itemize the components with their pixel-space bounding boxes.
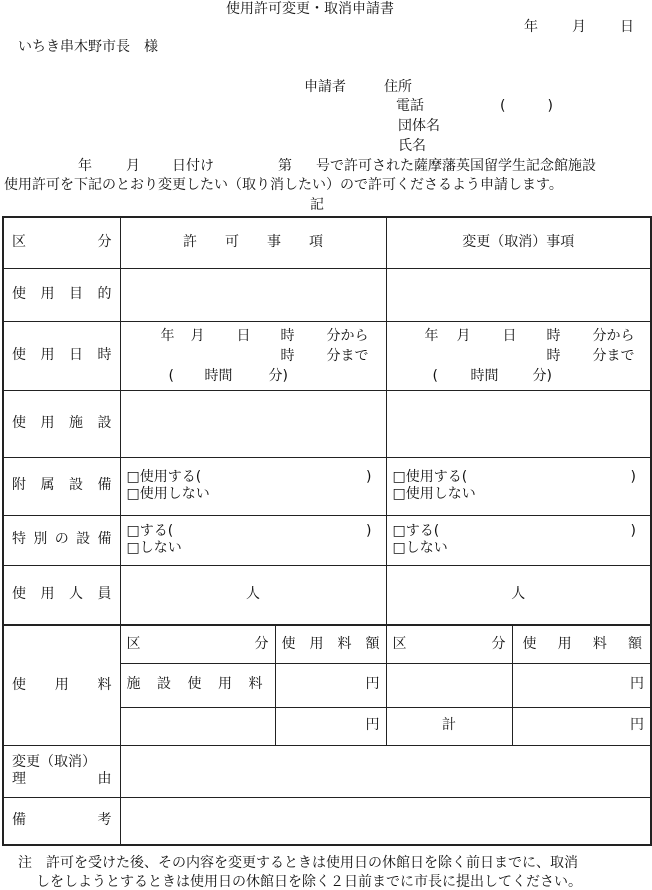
special-changed-cell[interactable]: □する( ) □しない: [386, 515, 651, 565]
fee-blank-amount[interactable]: 円: [275, 707, 386, 745]
fee-extra-category[interactable]: [386, 663, 512, 707]
permit-date: 日付け: [172, 158, 214, 174]
permit-month: 月: [126, 158, 140, 174]
permit-number-prefix: 第: [278, 158, 292, 174]
datetime-changed-cell[interactable]: 年 月 日 時 分から 時 分まで ( 時間 分): [386, 321, 651, 390]
fee-facility-amount[interactable]: 円: [275, 663, 386, 707]
reason-cell[interactable]: [120, 745, 651, 797]
fee-total-amount[interactable]: 円: [512, 707, 651, 745]
addressee: いちき串木野市長 様: [18, 39, 158, 55]
note-line-2: しをしようとするときは使用日の休館日を除く２日前までに市長に提出してください。: [36, 874, 582, 890]
application-form-table: [2, 216, 652, 846]
special-not-checkbox[interactable]: □しない: [392, 540, 448, 556]
applicant-name-label: 氏名: [398, 138, 426, 154]
row-purpose-label: 使 用 目 的: [3, 268, 120, 321]
row-datetime-label: 使 用 日 時: [3, 321, 120, 390]
equipment-changed-cell[interactable]: □使用する( ) □使用しない: [386, 457, 651, 515]
row-reason-label: 変更（取消） 理 由: [3, 745, 120, 797]
applicant-address-label: 住所: [384, 79, 412, 95]
fee-amount-header: 使 用 料 額: [275, 625, 386, 663]
header-changed-cell: 変更（取消）事項: [386, 217, 651, 268]
fee-blank-category[interactable]: [120, 707, 275, 745]
special-not-checkbox[interactable]: □しない: [126, 540, 182, 556]
applicant-group-label: 団体名: [398, 118, 440, 134]
applicant-label: 申請者: [304, 79, 346, 95]
applicant-phone-paren: ( ): [500, 98, 553, 114]
remarks-cell[interactable]: [120, 797, 651, 845]
row-facility-label: 使 用 施 設: [3, 390, 120, 457]
fee-amount-header-2: 使 用 料 額: [512, 625, 651, 663]
datetime-permitted-cell[interactable]: 年 月 日 時 分から 時 分まで ( 時間 分): [120, 321, 386, 390]
applicant-phone-label: 電話: [396, 98, 424, 114]
people-permitted-cell[interactable]: 人: [120, 565, 386, 625]
purpose-changed-cell[interactable]: [386, 268, 651, 321]
fee-total-label: 計: [386, 707, 512, 745]
facility-changed-cell[interactable]: [386, 390, 651, 457]
fee-facility-label: 施 設 使 用 料: [120, 663, 275, 707]
purpose-permitted-cell[interactable]: [120, 268, 386, 321]
date-day: 日: [620, 19, 634, 35]
request-sentence: 使用許可を下記のとおり変更したい（取り消したい）ので許可くださるよう申請します。: [4, 177, 563, 193]
equipment-not-use-checkbox[interactable]: □使用しない: [126, 486, 210, 502]
fee-category-header: 区 分: [120, 625, 275, 663]
fee-extra-amount[interactable]: 円: [512, 663, 651, 707]
permit-year: 年: [78, 158, 92, 174]
permit-line1-rest: 号で許可された薩摩藩英国留学生記念館施設: [316, 158, 596, 174]
row-equipment-label: 附 属 設 備: [3, 457, 120, 515]
fee-category-header-2: 区 分: [386, 625, 512, 663]
facility-permitted-cell[interactable]: [120, 390, 386, 457]
ki-heading: 記: [310, 197, 324, 213]
row-people-label: 使 用 人 員: [3, 565, 120, 625]
row-fee-label: 使 用 料: [3, 625, 120, 745]
row-remarks-label: 備 考: [3, 797, 120, 845]
special-permitted-cell[interactable]: □する( ) □しない: [120, 515, 386, 565]
document-title: 使用許可変更・取消申請書: [226, 1, 394, 17]
date-year: 年: [524, 19, 538, 35]
header-category-cell: 区 分: [3, 217, 120, 268]
equipment-use-checkbox[interactable]: □使用する(: [392, 468, 468, 485]
special-do-checkbox[interactable]: □する(: [392, 522, 440, 539]
equipment-not-use-checkbox[interactable]: □使用しない: [392, 486, 476, 502]
equipment-permitted-cell[interactable]: □使用する( ) □使用しない: [120, 457, 386, 515]
date-month: 月: [572, 19, 586, 35]
equipment-use-checkbox[interactable]: □使用する(: [126, 468, 202, 485]
people-changed-cell[interactable]: 人: [386, 565, 651, 625]
header-permitted-cell: 許 可 事 項: [120, 217, 386, 268]
special-do-checkbox[interactable]: □する(: [126, 522, 174, 539]
note-line-1: 注 許可を受けた後、その内容を変更するときは使用日の休館日を除く前日までに、取消: [18, 855, 578, 871]
row-special-label: 特 別 の 設 備: [3, 515, 120, 565]
